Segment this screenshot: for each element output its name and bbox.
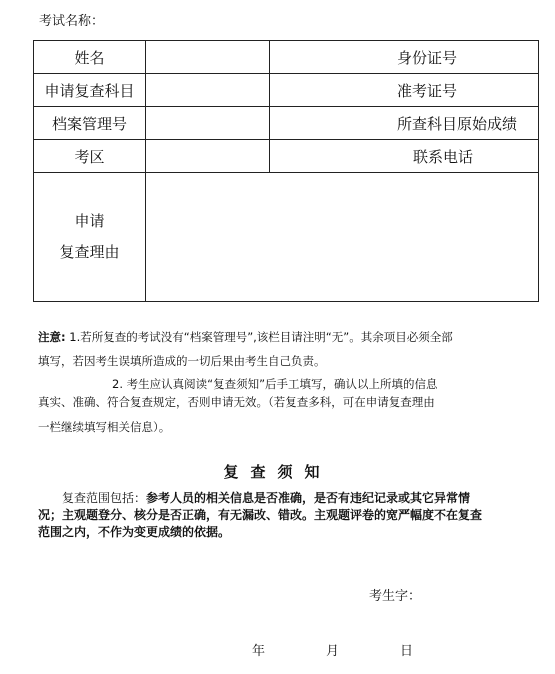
date-month-label: 月 (326, 644, 340, 659)
original-score-label: 所查科目原始成绩 (270, 107, 539, 140)
notes-line-1 (38, 330, 478, 344)
notes-line-2: 填写，若因考生误填所造成的一切后果由考生自己负责。 (38, 354, 326, 368)
subject-label: 申请复查科目 (34, 74, 146, 107)
notice-scope-label: 复查范围包括： (62, 491, 147, 505)
id-number-label: 身份证号 (270, 41, 539, 74)
archive-number-label: 档案管理号 (34, 107, 146, 140)
notes-line-3: 2. 考生应认真阅读“复查须知”后手工填写，确认以上所填的信息 (112, 377, 438, 391)
notes-prefix: 注意: (38, 330, 66, 344)
ticket-number-label: 准考证号 (270, 74, 539, 107)
name-label: 姓名 (34, 41, 146, 74)
reason-label-cell (34, 173, 146, 302)
reason-label-line1: 申请 (74, 212, 105, 230)
notes-text-1: 1.若所复查的考试没有“档案管理号”,该栏目请注明“无”。其余项目必须全部 (69, 330, 453, 344)
date-day-label: 日 (400, 644, 414, 659)
archive-number-field[interactable] (146, 107, 270, 140)
subject-field[interactable] (146, 74, 270, 107)
notes-section (38, 330, 478, 434)
notice-text: 参考人员的相关信息是否准确，是否有违纪记录或其它异常情况；主观题登分、核分是否正确，有无漏改、错改。主观题评卷的宽严幅度不在复查范围之内，不作为变更成绩的依据。 (38, 491, 483, 539)
notice-body (38, 490, 486, 541)
signature-label: 考生字： (369, 589, 422, 604)
form-row-area (34, 140, 539, 173)
phone-label: 联系电话 (270, 140, 539, 173)
form-row-name (34, 41, 539, 74)
application-form (33, 40, 539, 302)
form-row-subject (34, 74, 539, 107)
form-row-reason (34, 173, 539, 302)
exam-area-label: 考区 (34, 140, 146, 173)
exam-name-label: 考试名称： (39, 14, 105, 29)
notice-title: 复查须知 (223, 463, 332, 481)
date-year-label: 年 (252, 644, 266, 659)
reason-label-line2: 复查理由 (59, 243, 120, 261)
notes-line-5: 一栏继续填写相关信息）。 (38, 420, 171, 434)
reason-field[interactable] (146, 173, 539, 302)
exam-area-field[interactable] (146, 140, 270, 173)
form-row-archive (34, 107, 539, 140)
notes-line-4: 真实、准确、符合复查规定，否则申请无效。（若复查多科，可在申请复查理由 (38, 395, 435, 409)
name-field[interactable] (146, 41, 270, 74)
